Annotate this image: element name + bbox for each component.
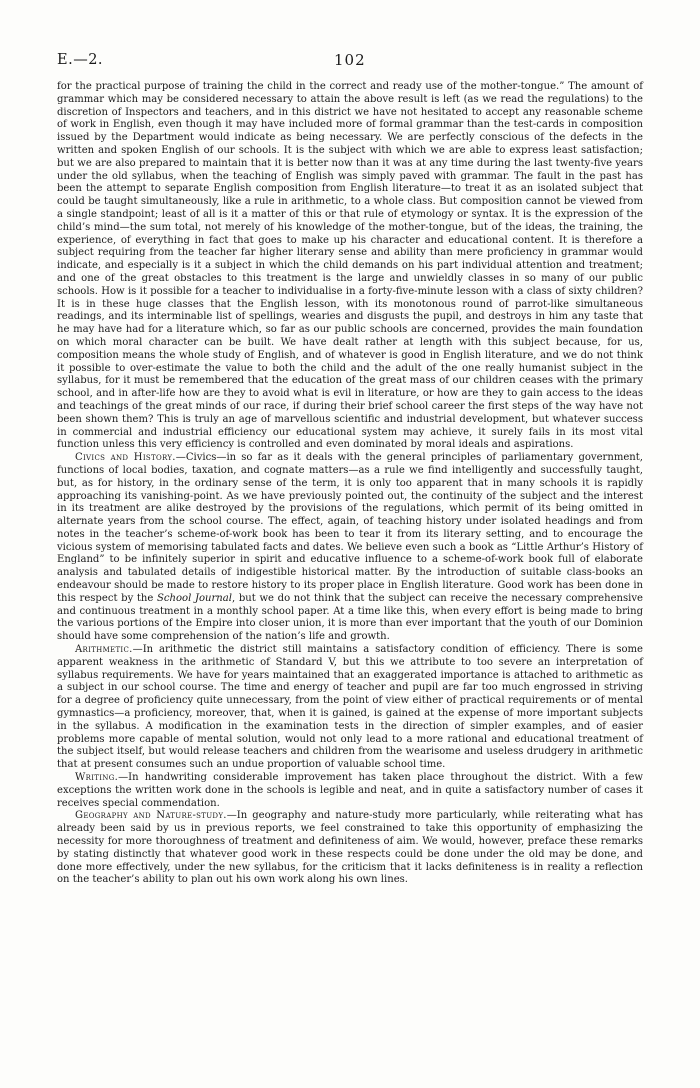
writing-paragraph xyxy=(57,772,643,810)
arithmetic-text: —In arithmetic the district still maintains a satisfactory condition of efficiency. There is some apparent weakness in the arithmetic of Standard V, but this we attribute to too severe an interpretation of syllabus requirements. We have for years maintained that an exaggerated importance is attached to arithmetic as a subject in our school course. The time and energy of teacher and pupil are far too much engrossed in striving for a degree of proficiency quite unnecessary, from the point of view either of practical requirements or of mental gymnastics—a proficiency, moreover, that, when it is gained, is gained at the expense of more important subjects in the syllabus. A modification in the examination tests in the direction of simpler examples, and of easier problems more capable of mental solution, would not only lead to a more rational and educational treatment of the subject itself, but would release teachers and children from the wearisome and useless drudgery in arithmetic that at present consumes such an undue proportion of valuable school time. xyxy=(57,644,643,771)
page-number: 102 xyxy=(334,51,366,69)
english-paragraph xyxy=(57,81,643,452)
arithmetic-paragraph xyxy=(57,644,643,772)
school-journal-title: School Journal xyxy=(157,592,232,604)
geography-nature-study-paragraph xyxy=(57,810,643,887)
report-body xyxy=(57,81,643,887)
civics-history-text: —Civics—in so far as it deals with the general principles of parliamentary government, functions of local bodies, taxation, and cognate matters—as a rule we find intelligently and successfully taught, but, as for history, in the ordinary sense of the term, it is only too apparent that in many schools it is rapidly approaching its vanishing-point. As we have previously pointed out, the continuity of the subject and the interest in its treatment are alike destroyed by the provisions of the regulations, which permit of its being omitted in alternate years from the school course. The effect, again, of teaching history under isolated headings and from notes in the teacher’s scheme-of-work book has been to tear it from its literary setting, and to encourage the vicious system of memorising tabulated facts and dates. We believe even such a book as “Little Arthur’s History of England” to be infinitely superior in spirit and educative influence to a scheme-of-work book full of elaborate analysis and tabulated details of indigestible historical matter. By the introduction of suitable class-books an endeavour should be made to restore history to its proper place in English literature. Good work has been done in this respect by the xyxy=(57,452,643,604)
english-paragraph-text: for the practical purpose of training the child in the correct and ready use of the mother-tongue.” The amount of grammar which may be considered necessary to attain the above result is left (as we read the regulations) to the discretion of Inspectors and teachers, and in this district we have not hesitated to accept any reasonable scheme of work in English, even though it may have included more of formal grammar than the test-cards in composition issued by the Department would indicate as being necessary. We are perfectly conscious of the defects in the written and spoken English of our schools. It is the subject with which we are able to express least satisfaction; but we are also prepared to maintain that it is better now than it was at any time during the last twenty-five years under the old syllabus, when the teaching of English was simply paved with grammar. The fault in the past has been the attempt to separate English composition from English literature—to treat it as an isolated subject that could be taught simultaneously, like a rule in arithmetic, to a whole class. But composition cannot be viewed from a single standpoint; least of all is it a matter of this or that rule of etymology or syntax. It is the expression of the child’s mind—the sum total, not merely of his knowledge of the mother-tongue, but of the ideas, the training, the experience, of everything in fact that goes to make up his character and educational content. It is therefore a subject requiring from the teacher far higher literary sense and ability than mere proficiency in grammar would indicate, and especially is it a subject in which the child demands on his part individual attention and treatment; and one of the great obstacles to this treatment is the large and unwieldly classes in so many of our public schools. How is it possible for a teacher to individualise in a forty-five-minute lesson with a class of sixty children? It is in these huge classes that the English lesson, with its monotonous round of parrot-like simultaneous readings, and its interminable list of spellings, wearies and disgusts the pupil, and destroys in him any taste that he may have had for a literature which, so far as our public schools are concerned, provides the main foundation on which moral character can be built. We have dealt rather at length with this subject because, for us, composition means the whole study of English, and of whatever is good in English literature, and we do not think it possible to over-estimate the value to both the child and the adult of the one really humanist subject in the syllabus, for it must be remembered that the education of the great mass of our children ceases with the primary school, and in after-life how are they to avoid what is evil in literature, or how are they to gain access to the ideas and teachings of the great minds of our race, if during their brief school career the first steps of the way have not been shown them? This is truly an age of marvellous scientific and industrial development, but whatever success in commercial and industrial efficiency our educational system may achieve, it surely fails in its most vital function unless this very efficiency is controlled and even dominated by moral ideals and aspirations. xyxy=(57,81,643,451)
arithmetic-heading: Arithmetic. xyxy=(75,644,133,656)
writing-text: —In handwriting considerable improvement has taken place throughout the district. With a few exceptions the written work done in the schools is legible and neat, and in quite a satisfactory number of cases it receives special commendation. xyxy=(57,772,643,809)
civics-history-paragraph xyxy=(57,452,643,644)
geography-nature-study-heading: Geography and Nature-study. xyxy=(75,810,227,822)
civics-history-heading: Civics and History. xyxy=(75,452,176,464)
geography-nature-study-text: —In geography and nature-study more particularly, while reiterating what has already been said by us in previous reports, we feel constrained to take this opportunity of emphasizing the necessity for more thoroughness of treatment and definiteness of aim. We would, however, preface these remarks by stating distinctly that whatever good work in these respects could be done under the old may be done, and done more effectively, under the new syllabus, for the criticism that it lacks definiteness is in reality a reflection on the teacher’s ability to plan out his own work along his own lines. xyxy=(57,810,643,886)
writing-heading: Writing. xyxy=(75,772,119,784)
page-header xyxy=(57,52,643,74)
civics-history-text-continued: , but we do not think that the subject can receive the necessary comprehensive and continuous treatment in a monthly school paper. At a time like this, when every effort is being made to bring the various portions of the Empire into closer union, it is more than ever important that the youth of our Dominion should have some comprehension of the nation’s life and growth. xyxy=(57,592,644,643)
document-code: E.—2. xyxy=(57,52,104,68)
